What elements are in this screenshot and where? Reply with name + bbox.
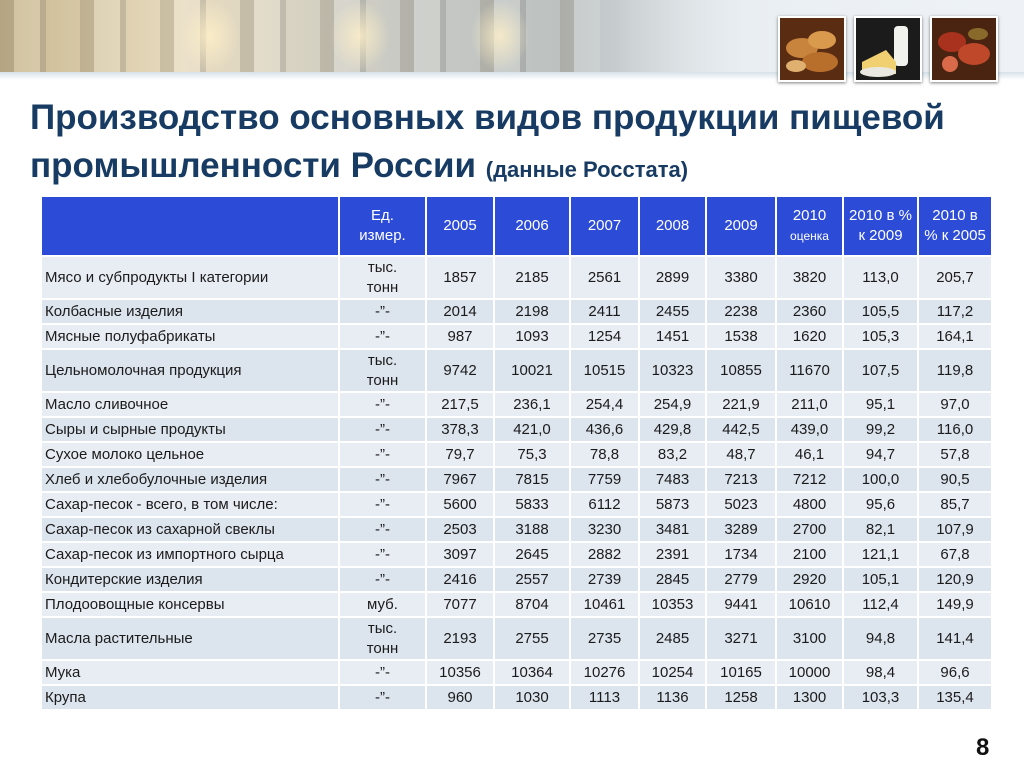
product-name: Крупа xyxy=(41,685,339,710)
value-cell-v2008: 2391 xyxy=(639,542,706,567)
value-cell-v2006: 2198 xyxy=(494,299,570,324)
table-row xyxy=(41,542,992,567)
value-cell-v2009: 1258 xyxy=(706,685,776,710)
bread-photo-thumbnail xyxy=(778,16,846,82)
value-cell-v2006: 10021 xyxy=(494,349,570,392)
meat-photo-thumbnail xyxy=(930,16,998,82)
value-cell-v2010: 3820 xyxy=(776,256,843,299)
value-cell-v2006: 10364 xyxy=(494,660,570,685)
value-cell-v2005: 7077 xyxy=(426,592,494,617)
value-cell-r2009: 95,1 xyxy=(843,392,918,417)
table-row xyxy=(41,617,992,660)
product-name: Сахар-песок из сахарной свеклы xyxy=(41,517,339,542)
value-cell-r2009: 100,0 xyxy=(843,467,918,492)
table-row xyxy=(41,517,992,542)
product-name: Хлеб и хлебобулочные изделия xyxy=(41,467,339,492)
value-cell-v2005: 3097 xyxy=(426,542,494,567)
value-cell-v2008: 2899 xyxy=(639,256,706,299)
value-cell-v2008: 254,9 xyxy=(639,392,706,417)
value-cell-r2009: 121,1 xyxy=(843,542,918,567)
value-cell-v2008: 1136 xyxy=(639,685,706,710)
value-cell-v2010: 10000 xyxy=(776,660,843,685)
value-cell-v2006: 2185 xyxy=(494,256,570,299)
value-cell-v2008: 10254 xyxy=(639,660,706,685)
value-cell-r2005: 107,9 xyxy=(918,517,992,542)
value-cell-v2007: 1254 xyxy=(570,324,639,349)
unit-cell: -”- xyxy=(339,542,426,567)
value-cell-r2009: 113,0 xyxy=(843,256,918,299)
value-cell-r2005: 164,1 xyxy=(918,324,992,349)
value-cell-v2009: 3289 xyxy=(706,517,776,542)
table-row xyxy=(41,349,992,392)
value-cell-v2009: 7213 xyxy=(706,467,776,492)
value-cell-v2005: 378,3 xyxy=(426,417,494,442)
unit-cell: муб. xyxy=(339,592,426,617)
unit-cell: -”- xyxy=(339,442,426,467)
product-name: Сыры и сырные продукты xyxy=(41,417,339,442)
page-number: 8 xyxy=(976,734,990,761)
value-cell-v2006: 2645 xyxy=(494,542,570,567)
value-cell-v2007: 2882 xyxy=(570,542,639,567)
value-cell-v2007: 10515 xyxy=(570,349,639,392)
product-name: Масла растительные xyxy=(41,617,339,660)
unit-cell: -”- xyxy=(339,567,426,592)
value-cell-v2009: 2779 xyxy=(706,567,776,592)
value-cell-v2008: 10323 xyxy=(639,349,706,392)
value-cell-v2009: 48,7 xyxy=(706,442,776,467)
value-cell-v2005: 2503 xyxy=(426,517,494,542)
value-cell-v2007: 2411 xyxy=(570,299,639,324)
value-cell-r2005: 97,0 xyxy=(918,392,992,417)
value-cell-v2007: 6112 xyxy=(570,492,639,517)
header-ratio-2009: 2010 в % к 2009 xyxy=(843,196,918,256)
value-cell-v2007: 78,8 xyxy=(570,442,639,467)
product-name: Сахар-песок из импортного сырца xyxy=(41,542,339,567)
value-cell-r2005: 141,4 xyxy=(918,617,992,660)
table-body xyxy=(41,256,992,710)
value-cell-v2010: 211,0 xyxy=(776,392,843,417)
value-cell-r2005: 117,2 xyxy=(918,299,992,324)
bread-icon xyxy=(780,18,844,80)
product-name: Кондитерские изделия xyxy=(41,567,339,592)
table-row xyxy=(41,567,992,592)
unit-cell: -”- xyxy=(339,492,426,517)
value-cell-v2006: 8704 xyxy=(494,592,570,617)
value-cell-v2005: 79,7 xyxy=(426,442,494,467)
value-cell-v2005: 960 xyxy=(426,685,494,710)
value-cell-v2009: 3380 xyxy=(706,256,776,299)
value-cell-v2006: 2755 xyxy=(494,617,570,660)
production-table xyxy=(40,195,993,711)
value-cell-v2010: 11670 xyxy=(776,349,843,392)
header-2007: 2007 xyxy=(570,196,639,256)
slide-title-main: Производство основных видов продукции пищевой промышленности России xyxy=(30,98,945,185)
value-cell-r2009: 99,2 xyxy=(843,417,918,442)
value-cell-r2009: 105,1 xyxy=(843,567,918,592)
table-row xyxy=(41,299,992,324)
unit-cell: -”- xyxy=(339,467,426,492)
product-name: Плодоовощные консервы xyxy=(41,592,339,617)
value-cell-v2005: 9742 xyxy=(426,349,494,392)
value-cell-v2010: 10610 xyxy=(776,592,843,617)
value-cell-r2009: 105,3 xyxy=(843,324,918,349)
header-product xyxy=(41,196,339,256)
value-cell-v2008: 2845 xyxy=(639,567,706,592)
value-cell-v2005: 2014 xyxy=(426,299,494,324)
value-cell-v2005: 2193 xyxy=(426,617,494,660)
unit-cell: тыс. тонн xyxy=(339,349,426,392)
value-cell-v2005: 10356 xyxy=(426,660,494,685)
ceiling-light xyxy=(470,0,530,72)
product-name: Мясные полуфабрикаты xyxy=(41,324,339,349)
value-cell-v2007: 1113 xyxy=(570,685,639,710)
value-cell-v2007: 2735 xyxy=(570,617,639,660)
header-2005: 2005 xyxy=(426,196,494,256)
unit-cell: -”- xyxy=(339,685,426,710)
table-header-row xyxy=(41,196,992,256)
value-cell-v2010: 46,1 xyxy=(776,442,843,467)
value-cell-v2007: 254,4 xyxy=(570,392,639,417)
value-cell-v2006: 421,0 xyxy=(494,417,570,442)
value-cell-r2005: 135,4 xyxy=(918,685,992,710)
value-cell-v2009: 10855 xyxy=(706,349,776,392)
table-row xyxy=(41,256,992,299)
header-2010: 2010 оценка xyxy=(776,196,843,256)
value-cell-r2005: 96,6 xyxy=(918,660,992,685)
value-cell-v2006: 3188 xyxy=(494,517,570,542)
unit-cell: -”- xyxy=(339,299,426,324)
dairy-photo-thumbnail xyxy=(854,16,922,82)
table-row xyxy=(41,492,992,517)
table-row xyxy=(41,392,992,417)
milk-icon xyxy=(856,18,920,80)
unit-cell: тыс. тонн xyxy=(339,617,426,660)
value-cell-v2009: 1734 xyxy=(706,542,776,567)
value-cell-v2008: 3481 xyxy=(639,517,706,542)
table-row xyxy=(41,442,992,467)
value-cell-r2005: 205,7 xyxy=(918,256,992,299)
header-ratio-2005: 2010 в % к 2005 xyxy=(918,196,992,256)
value-cell-v2005: 1857 xyxy=(426,256,494,299)
value-cell-v2010: 4800 xyxy=(776,492,843,517)
value-cell-v2010: 2100 xyxy=(776,542,843,567)
unit-cell: -”- xyxy=(339,517,426,542)
value-cell-r2009: 94,7 xyxy=(843,442,918,467)
value-cell-v2009: 2238 xyxy=(706,299,776,324)
product-name: Мука xyxy=(41,660,339,685)
value-cell-r2005: 85,7 xyxy=(918,492,992,517)
header-2008: 2008 xyxy=(639,196,706,256)
value-cell-v2008: 10353 xyxy=(639,592,706,617)
product-name: Колбасные изделия xyxy=(41,299,339,324)
value-cell-v2007: 2739 xyxy=(570,567,639,592)
meat-icon xyxy=(932,18,996,80)
product-name: Мясо и субпродукты I категории xyxy=(41,256,339,299)
value-cell-v2005: 217,5 xyxy=(426,392,494,417)
header-2009: 2009 xyxy=(706,196,776,256)
value-cell-r2005: 90,5 xyxy=(918,467,992,492)
value-cell-v2010: 2920 xyxy=(776,567,843,592)
value-cell-r2009: 82,1 xyxy=(843,517,918,542)
value-cell-r2009: 105,5 xyxy=(843,299,918,324)
value-cell-v2008: 1451 xyxy=(639,324,706,349)
unit-cell: тыс. тонн xyxy=(339,256,426,299)
value-cell-v2008: 7483 xyxy=(639,467,706,492)
header-2006: 2006 xyxy=(494,196,570,256)
header-unit: Ед. измер. xyxy=(339,196,426,256)
product-name: Сухое молоко цельное xyxy=(41,442,339,467)
product-name: Сахар-песок - всего, в том числе: xyxy=(41,492,339,517)
unit-cell: -”- xyxy=(339,660,426,685)
value-cell-v2008: 5873 xyxy=(639,492,706,517)
table-row xyxy=(41,685,992,710)
value-cell-v2009: 1538 xyxy=(706,324,776,349)
product-name: Цельномолочная продукция xyxy=(41,349,339,392)
table-row xyxy=(41,324,992,349)
value-cell-v2007: 7759 xyxy=(570,467,639,492)
value-cell-v2006: 5833 xyxy=(494,492,570,517)
value-cell-v2008: 429,8 xyxy=(639,417,706,442)
value-cell-v2005: 5600 xyxy=(426,492,494,517)
table-row xyxy=(41,592,992,617)
value-cell-v2006: 7815 xyxy=(494,467,570,492)
value-cell-v2009: 5023 xyxy=(706,492,776,517)
value-cell-r2009: 107,5 xyxy=(843,349,918,392)
table-row xyxy=(41,660,992,685)
value-cell-v2005: 987 xyxy=(426,324,494,349)
value-cell-r2005: 116,0 xyxy=(918,417,992,442)
value-cell-v2010: 2360 xyxy=(776,299,843,324)
value-cell-r2009: 94,8 xyxy=(843,617,918,660)
value-cell-v2010: 439,0 xyxy=(776,417,843,442)
ceiling-light xyxy=(180,0,240,72)
value-cell-v2006: 2557 xyxy=(494,567,570,592)
ceiling-light xyxy=(330,0,390,72)
value-cell-r2005: 149,9 xyxy=(918,592,992,617)
value-cell-r2005: 120,9 xyxy=(918,567,992,592)
value-cell-v2009: 442,5 xyxy=(706,417,776,442)
unit-cell: -”- xyxy=(339,324,426,349)
value-cell-v2005: 7967 xyxy=(426,467,494,492)
slide-title-source: (данные Росстата) xyxy=(485,157,689,182)
value-cell-v2006: 75,3 xyxy=(494,442,570,467)
value-cell-v2008: 83,2 xyxy=(639,442,706,467)
value-cell-r2009: 98,4 xyxy=(843,660,918,685)
value-cell-r2005: 119,8 xyxy=(918,349,992,392)
value-cell-v2009: 10165 xyxy=(706,660,776,685)
value-cell-v2005: 2416 xyxy=(426,567,494,592)
value-cell-v2009: 3271 xyxy=(706,617,776,660)
value-cell-r2005: 67,8 xyxy=(918,542,992,567)
value-cell-v2007: 2561 xyxy=(570,256,639,299)
value-cell-r2009: 103,3 xyxy=(843,685,918,710)
value-cell-v2010: 1300 xyxy=(776,685,843,710)
value-cell-r2009: 95,6 xyxy=(843,492,918,517)
value-cell-v2008: 2455 xyxy=(639,299,706,324)
value-cell-v2007: 3230 xyxy=(570,517,639,542)
unit-cell: -”- xyxy=(339,417,426,442)
value-cell-v2009: 221,9 xyxy=(706,392,776,417)
value-cell-v2006: 1030 xyxy=(494,685,570,710)
slide-title xyxy=(30,94,1010,194)
value-cell-v2009: 9441 xyxy=(706,592,776,617)
value-cell-v2007: 436,6 xyxy=(570,417,639,442)
value-cell-v2008: 2485 xyxy=(639,617,706,660)
value-cell-v2010: 3100 xyxy=(776,617,843,660)
value-cell-v2010: 7212 xyxy=(776,467,843,492)
unit-cell: -”- xyxy=(339,392,426,417)
value-cell-r2009: 112,4 xyxy=(843,592,918,617)
value-cell-v2010: 2700 xyxy=(776,517,843,542)
value-cell-r2005: 57,8 xyxy=(918,442,992,467)
value-cell-v2007: 10461 xyxy=(570,592,639,617)
value-cell-v2006: 1093 xyxy=(494,324,570,349)
value-cell-v2010: 1620 xyxy=(776,324,843,349)
value-cell-v2007: 10276 xyxy=(570,660,639,685)
table-row xyxy=(41,467,992,492)
value-cell-v2006: 236,1 xyxy=(494,392,570,417)
product-name: Масло сливочное xyxy=(41,392,339,417)
table-row xyxy=(41,417,992,442)
